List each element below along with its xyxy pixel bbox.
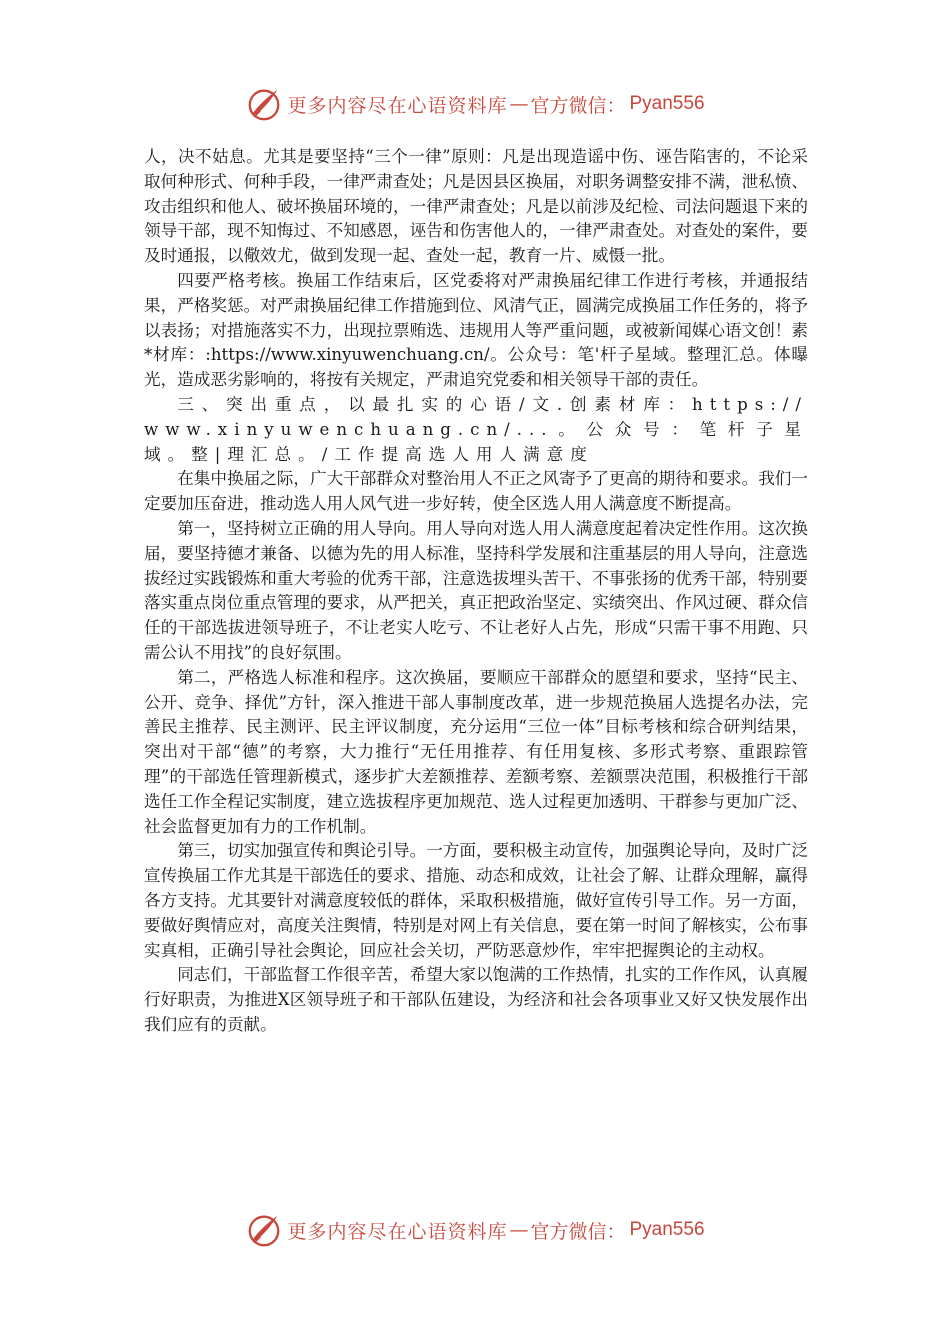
quill-logo-icon <box>245 1211 283 1249</box>
header-banner <box>0 84 950 124</box>
wechat-label: 官方微信： <box>530 1220 626 1243</box>
paragraph-4: 在集中换届之际，广大干部群众对整治用人不正之风寄予了更高的期待和要求。我们一定要加压奋进，推动选人用人风气进一步好转，使全区选人用人满意度不断提高。 <box>144 469 808 514</box>
section-heading-3: 三、突出重点，以最扎实的心语/文.创素材库：https://www.xinyuwenchuang.cn/...。公众号：笔杆子星域。整|理汇总。/工作提高选人用人满意度 <box>144 394 808 464</box>
banner-separator: — <box>509 93 529 115</box>
paragraph-5: 第一，坚持树立正确的用人导向。用人导向对选人用人满意度起着决定性作用。这次换届，要坚持德才兼备、以德为先的用人标准，坚持科学发展和注重基层的用人导向，注意选拔经过实践锻炼和重大考验的优秀干部，注意选拔埋头苦干、不事张扬的优秀干部，特别要落实重点岗位重点管理的要求，从严把关，真正把政治坚定、实绩突出、作风过硬、群众信任的干部选拔进领导班子，不让老实人吃亏、不让老好人占先，形成“只需干事不用跑、只需公认不用找”的良好氛围。 <box>144 518 808 662</box>
wechat-id: Pyan556 <box>629 93 705 114</box>
wechat-label: 官方微信： <box>530 94 626 117</box>
paragraph-6: 第二，严格选人标准和程序。这次换届，要顺应干部群众的愿望和要求，坚持“民主、公开、竞争、择优”方针，深入推进干部人事制度改革，进一步规范换届人选提名办法，完善民主推荐、民主测评、民主评议制度，充分运用“三位一体”目标考核和综合研判结果，突出对干部“德”的考察，大力推行“无任用推荐、有任用复核、多形式考察、重跟踪管理”的干部选任管理新模式，逐步扩大差额推荐、差额考察、差额票决范围，积极推行干部选任工作全程记实制度，建立选拔程序更加规范、选人过程更加透明、干群参与更加广泛、社会监督更加有力的工作机制。 <box>144 667 808 836</box>
banner-title: 更多内容尽在心语资料库 <box>287 94 508 117</box>
paragraph-8: 同志们，干部监督工作很辛苦，希望大家以饱满的工作热情，扎实的工作作风，认真履行好职责，为推进X区领导班子和干部队伍建设，为经济和社会各项事业又好又快发展作出我们应有的贡献。 <box>144 965 808 1034</box>
banner-title: 更多内容尽在心语资料库 <box>287 1220 508 1243</box>
footer-banner <box>0 1210 950 1250</box>
paragraph-7: 第三，切实加强宣传和舆论引导。一方面，要积极主动宣传，加强舆论导向，及时广泛宣传换届工作尤其是干部选任的要求、措施、动态和成效，让社会了解、让群众理解，赢得各方支持。尤其要针对满意度较低的群体，采取积极措施，做好宣传引导工作。另一方面，要做好舆情应对，高度关注舆情，特别是对网上有关信息，要在第一时间了解核实，公布事实真相，正确引导社会舆论，回应社会关切，严防恶意炒作，牢牢把握舆论的主动权。 <box>144 841 808 960</box>
document-body <box>144 145 808 1038</box>
wechat-id: Pyan556 <box>629 1219 705 1240</box>
banner-separator: — <box>509 1219 529 1241</box>
paragraph-2: 四要严格考核。换届工作结束后，区党委将对严肃换届纪律工作进行考核，并通报结果，严格奖惩。对严肃换届纪律工作措施到位、风清气正，圆满完成换届工作任务的，将予以表扬；对措施落实不力，出现拉票贿选、违规用人等严重问题，或被新闻媒心语文创！素*材库：:https://www.xinyuwenchuang.cn/。公众号：笔'杆子星域。整理汇总。体曝光，造成恶劣影响的，将按有关规定，严肃追究党委和相关领导干部的责任。 <box>144 270 808 390</box>
quill-logo-icon <box>245 85 283 123</box>
paragraph-1: 人，决不姑息。尤其是要坚持“三个一律”原则：凡是出现造谣中伤、诬告陷害的，不论采取何种形式、何种手段，一律严肃查处；凡是因县区换届，对职务调整安排不满，泄私愤、攻击组织和他人、破坏换届环境的，一律严肃查处；凡是以前涉及纪检、司法问题退下来的领导干部，现不知悔过、不知感恩，诬告和伤害他人的，一律严肃查处。对查处的案件，要及时通报，以儆效尤，做到发现一起、查处一起，教育一片、威慑一批。 <box>144 147 808 266</box>
